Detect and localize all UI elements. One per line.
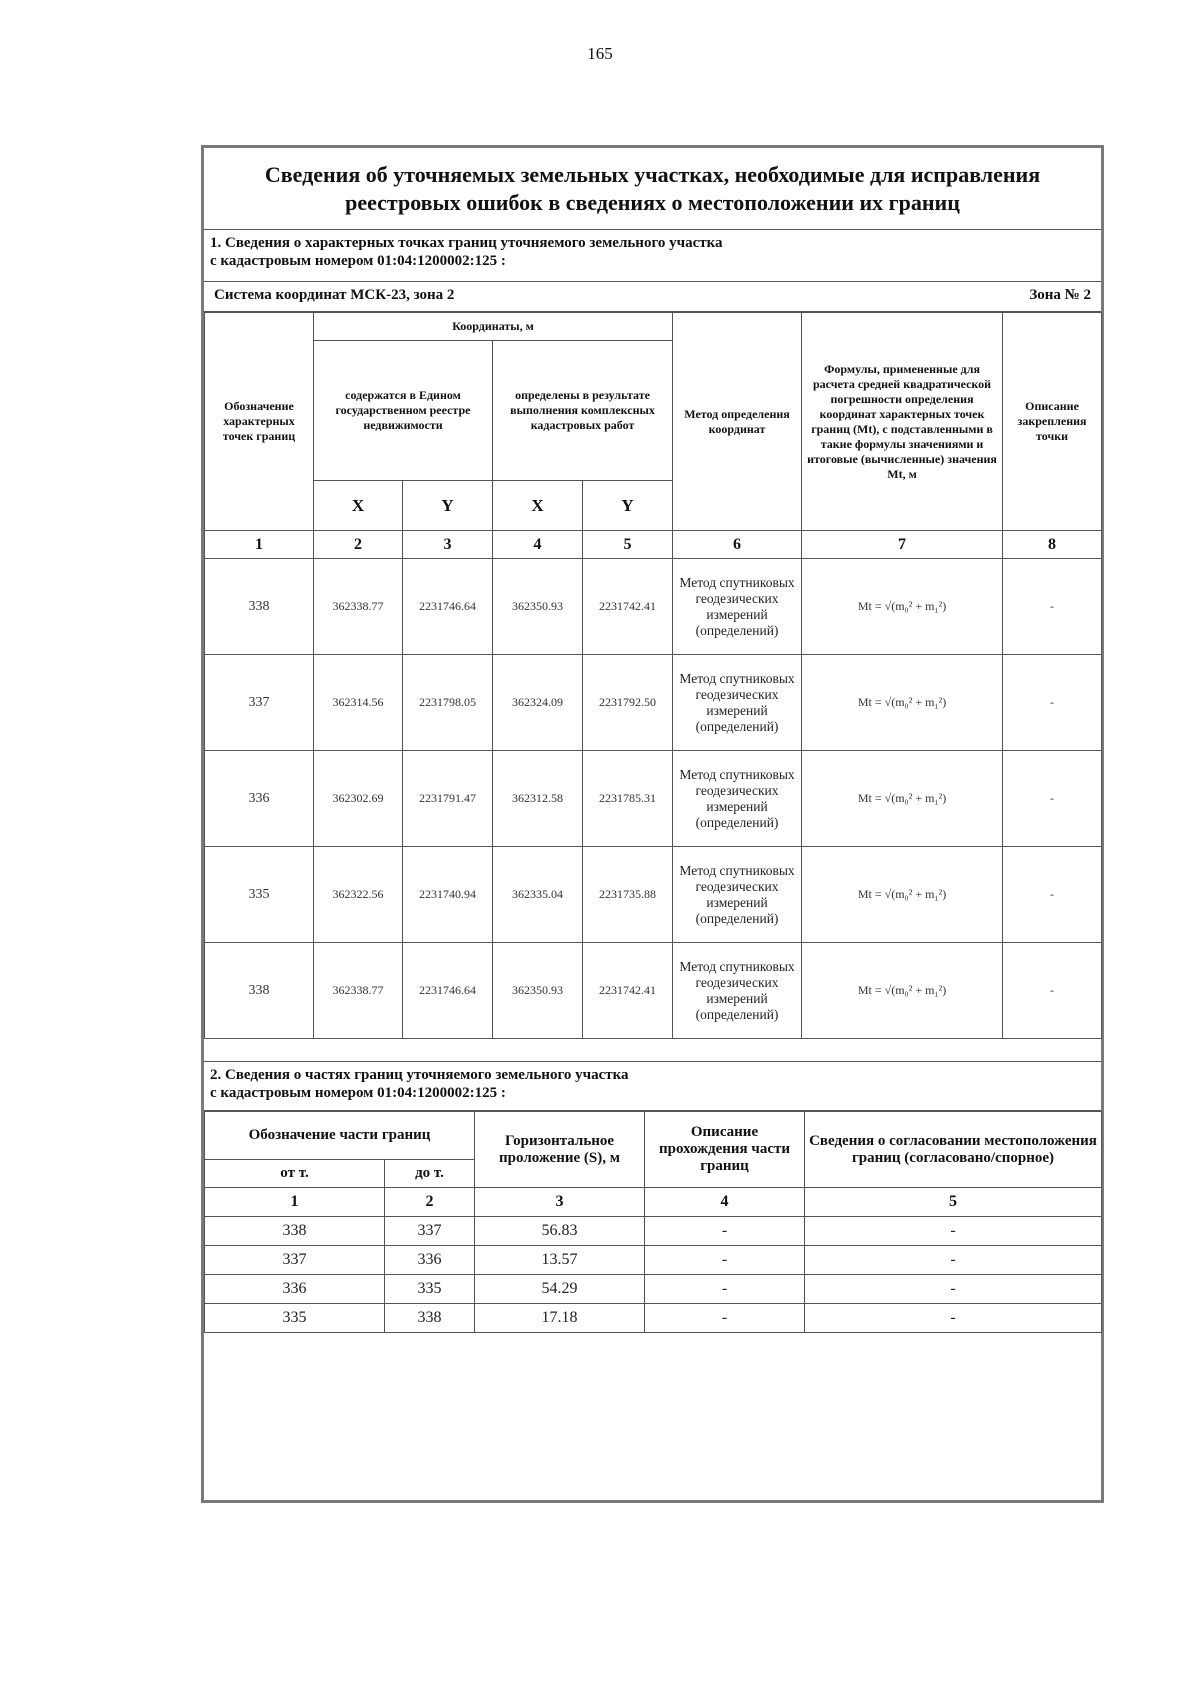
header-determined: определены в результате выполнения комплексных кадастровых работ [493, 341, 673, 481]
header-distance: Горизонтальное проложение (S), м [475, 1112, 645, 1188]
y-determined: 2231742.41 [583, 943, 673, 1039]
table-row [205, 943, 1102, 1039]
table-row [205, 1275, 1102, 1304]
y-determined: 2231735.88 [583, 847, 673, 943]
section2-heading-line2: с кадастровым номером 01:04:1200002:125 : [210, 1085, 506, 1101]
description: - [645, 1304, 805, 1333]
column-number: 7 [802, 531, 1003, 559]
method: Метод спутниковых геодезических измерений (определений) [673, 655, 802, 751]
fixing: - [1003, 847, 1102, 943]
header-y-determined: Y [583, 481, 673, 531]
y-registry: 2231746.64 [403, 559, 493, 655]
coordinate-system: Система координат МСК-23, зона 2 [214, 287, 455, 303]
header-y-registry: Y [403, 481, 493, 531]
y-registry: 2231740.94 [403, 847, 493, 943]
x-determined: 362312.58 [493, 751, 583, 847]
from-point: 335 [205, 1304, 385, 1333]
point-id: 336 [205, 751, 314, 847]
y-determined: 2231785.31 [583, 751, 673, 847]
header-fixing: Описание закрепления точки [1003, 313, 1102, 531]
y-registry: 2231798.05 [403, 655, 493, 751]
zone-label: Зона № 2 [1029, 287, 1091, 303]
x-determined: 362350.93 [493, 943, 583, 1039]
method: Метод спутниковых геодезических измерений (определений) [673, 847, 802, 943]
table-row [205, 1217, 1102, 1246]
section1-heading-line1: 1. Сведения о характерных точках границ уточняемого земельного участка [210, 235, 723, 251]
section1-heading [204, 230, 1101, 282]
x-determined: 362350.93 [493, 559, 583, 655]
agreement: - [805, 1304, 1102, 1333]
column-number: 3 [403, 531, 493, 559]
formula: Mt = √(m₀² + m₁²) [802, 655, 1003, 751]
section2-heading-line1: 2. Сведения о частях границ уточняемого земельного участка [210, 1067, 629, 1083]
distance: 56.83 [475, 1217, 645, 1246]
agreement: - [805, 1275, 1102, 1304]
formula: Mt = √(m₀² + m₁²) [802, 751, 1003, 847]
distance: 17.18 [475, 1304, 645, 1333]
from-point: 337 [205, 1246, 385, 1275]
section2-heading [204, 1061, 1101, 1111]
column-number: 4 [645, 1188, 805, 1217]
page-number: 165 [587, 44, 613, 63]
table-row [205, 1304, 1102, 1333]
header-method: Метод определения координат [673, 313, 802, 531]
formula: Mt = √(m₀² + m₁²) [802, 559, 1003, 655]
x-registry: 362314.56 [314, 655, 403, 751]
fixing: - [1003, 559, 1102, 655]
x-registry: 362338.77 [314, 943, 403, 1039]
column-number: 5 [583, 531, 673, 559]
distance: 54.29 [475, 1275, 645, 1304]
to-point: 338 [385, 1304, 475, 1333]
column-number: 4 [493, 531, 583, 559]
point-id: 338 [205, 943, 314, 1039]
agreement: - [805, 1246, 1102, 1275]
method: Метод спутниковых геодезических измерений (определений) [673, 943, 802, 1039]
x-registry: 362322.56 [314, 847, 403, 943]
document-title: Сведения об уточняемых земельных участках, необходимые для исправления реестровых ошибок в сведениях о местоположении их границ [204, 148, 1101, 230]
distance: 13.57 [475, 1246, 645, 1275]
points-table [204, 312, 1102, 1039]
header-agreement: Сведения о согласовании местоположения границ (согласовано/спорное) [805, 1112, 1102, 1188]
header-part: Обозначение части границ [205, 1112, 475, 1160]
column-number: 1 [205, 531, 314, 559]
description: - [645, 1246, 805, 1275]
from-point: 338 [205, 1217, 385, 1246]
method: Метод спутниковых геодезических измерений (определений) [673, 751, 802, 847]
y-determined: 2231742.41 [583, 559, 673, 655]
x-determined: 362324.09 [493, 655, 583, 751]
to-point: 335 [385, 1275, 475, 1304]
header-formulas: Формулы, примененные для расчета средней квадратической погрешности определения координат характерных точек границ (Mt), с подставленными в такие формулы значениями и итоговые (вычисленные) значения Mt, м [802, 313, 1003, 531]
header-description: Описание прохождения части границ [645, 1112, 805, 1188]
y-determined: 2231792.50 [583, 655, 673, 751]
table-row [205, 559, 1102, 655]
point-id: 335 [205, 847, 314, 943]
column-number: 2 [314, 531, 403, 559]
formula: Mt = √(m₀² + m₁²) [802, 943, 1003, 1039]
to-point: 336 [385, 1246, 475, 1275]
point-id: 337 [205, 655, 314, 751]
header-registry: содержатся в Едином государственном реестре недвижимости [314, 341, 493, 481]
column-number: 1 [205, 1188, 385, 1217]
y-registry: 2231791.47 [403, 751, 493, 847]
column-number: 6 [673, 531, 802, 559]
coordinate-system-row [204, 282, 1101, 312]
from-point: 336 [205, 1275, 385, 1304]
description: - [645, 1217, 805, 1246]
table-row [205, 655, 1102, 751]
column-numbers-row [205, 531, 1102, 559]
table-row [205, 751, 1102, 847]
boundary-parts-table [204, 1111, 1102, 1333]
fixing: - [1003, 751, 1102, 847]
column-numbers-row [205, 1188, 1102, 1217]
header-to: до т. [385, 1160, 475, 1188]
to-point: 337 [385, 1217, 475, 1246]
description: - [645, 1275, 805, 1304]
header-from: от т. [205, 1160, 385, 1188]
x-determined: 362335.04 [493, 847, 583, 943]
table-row [205, 1246, 1102, 1275]
column-number: 8 [1003, 531, 1102, 559]
header-point-label: Обозначение характерных точек границ [205, 313, 314, 531]
y-registry: 2231746.64 [403, 943, 493, 1039]
fixing: - [1003, 655, 1102, 751]
column-number: 5 [805, 1188, 1102, 1217]
document-frame [201, 145, 1104, 1503]
header-x-registry: X [314, 481, 403, 531]
fixing: - [1003, 943, 1102, 1039]
method: Метод спутниковых геодезических измерений (определений) [673, 559, 802, 655]
header-x-determined: X [493, 481, 583, 531]
table-row [205, 847, 1102, 943]
header-coordinates: Координаты, м [314, 313, 673, 341]
agreement: - [805, 1217, 1102, 1246]
section1-heading-line2: с кадастровым номером 01:04:1200002:125 : [210, 253, 506, 269]
x-registry: 362302.69 [314, 751, 403, 847]
point-id: 338 [205, 559, 314, 655]
column-number: 3 [475, 1188, 645, 1217]
formula: Mt = √(m₀² + m₁²) [802, 847, 1003, 943]
column-number: 2 [385, 1188, 475, 1217]
x-registry: 362338.77 [314, 559, 403, 655]
